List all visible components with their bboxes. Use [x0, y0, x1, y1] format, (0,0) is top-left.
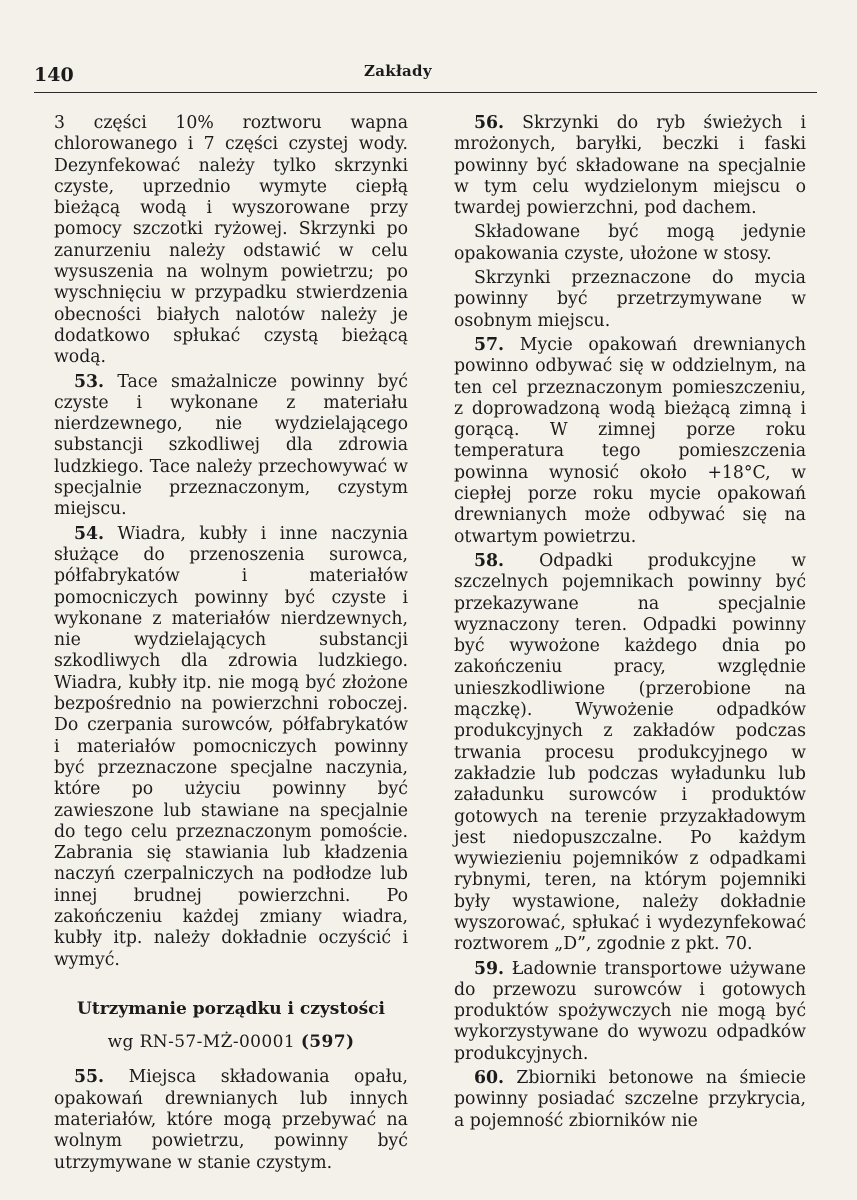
paragraph-number: 56. — [474, 113, 505, 133]
paragraph-number: 58. — [474, 550, 505, 571]
standard-code-number: (597) — [300, 1032, 355, 1053]
paragraph-number: 53. — [74, 371, 105, 392]
paragraph-text: Mycie opakowań drewnianych powinno odbywać się w oddzielnym, na ten cel przeznaczonym pomieszczeniu, z doprowadzoną wodą bieżącą zimną i gorącą. W zimnej porze roku temperatura tego pomieszczenia powinna wynosić około +18°C, w ciepłej porze roku mycie opakowań drewnianych może odbywać się na otwartym powietrzu. — [454, 334, 806, 547]
paragraph-58 — [454, 551, 806, 956]
paragraph-text: Wiadra, kubły i inne naczynia służące do przenoszenia surowca, półfabrykatów i materiałów pomocniczych powinny być czyste i wykonane z materiałów nierdzewnych, nie wydzielających substancji szkodliwych dla zdrowia ludzkiego. Wiadra, kubły itp. nie mogą być złożone bezpośrednio na powierzchni roboczej. Do czerpania surowców, półfabrykatów i materiałów pomocniczych powinny być przeznaczone specjalne naczynia, które po użyciu powinny być zawieszone lub stawiane na specjalnie do tego celu przeznaczonym pomoście. Zabrania się stawiania lub kładzenia naczyń czerpalniczych na podłodze lub innej brudnej powierzchni. Po zakończeniu każdej zmiany wiadra, kubły itp. należy dokładnie oczyścić i wymyć. — [54, 523, 408, 970]
paragraph-text: Odpadki produkcyjne w szczelnych pojemnikach powinny być przekazywane na specjalnie wyznaczony teren. Odpadki powinny być wywożone każdego dnia po zakończeniu pracy, względnie unieszkodliwione (przerobione na mączkę). Wywożenie odpadków produkcyjnych z zakładów podczas trwania procesu produkcyjnego w zakładzie lub podczas wyładunku lub załadunku surowców i produktów gotowych na terenie przyzakładowym jest niedopuszczalne. Po każdym wywiezieniu pojemników z odpadkami rybnymi, teren, na którym pojemniki były wystawione, należy dokładnie wyszorować, spłukać i wydezynfekować roztworem „D”, zgodnie z pkt. 70. — [454, 550, 807, 955]
paragraph-56-b: Składowane być mogą jedynie opakowania czyste, ułożone w stosy. — [454, 222, 806, 264]
paragraph-57 — [454, 335, 806, 548]
section-standard-code — [54, 1032, 408, 1053]
left-column — [54, 113, 408, 1177]
standard-code: wg RN-57-MŻ-00001 — [107, 1032, 296, 1053]
running-head: Zakłady — [364, 62, 432, 80]
paragraph-54 — [54, 524, 408, 971]
paragraph-text: Tace smażalnicze powinny być czyste i wykonane z materiału nierdzewnego, nie wydzielającego substancji szkodliwej dla zdrowia ludzkiego. Tace należy przechowywać w specjalnie przeznaczonym, czystym miejscu. — [54, 371, 408, 520]
right-column — [454, 113, 806, 1135]
paragraph-number: 59. — [474, 958, 505, 979]
page-number: 140 — [34, 64, 74, 86]
paragraph-53 — [54, 372, 408, 521]
paragraph-number: 57. — [474, 334, 505, 355]
paragraph-56 — [454, 113, 806, 219]
paragraph-60 — [454, 1068, 806, 1132]
section-heading: Utrzymanie porządku i czystości — [77, 998, 385, 1019]
paragraph-continuation: 3 części 10% roztworu wapna chlorowanego i 7 części czystej wody. Dezynfekować należy tylko skrzynki czyste, uprzednio wymyte ciepłą bieżącą wodą i wyszorowane przy pomocy szczotki ryżowej. Skrzynki po zanurzeniu należy odstawić w celu wysuszenia na wolnym powietrzu; po wyschnięciu w przypadku stwierdzenia obecności białych nalotów należy je dodatkowo spłukać czystą bieżącą wodą. — [54, 113, 408, 368]
paragraph-text: Miejsca składowania opału, opakowań drewnianych lub innych materiałów, które mogą przebywać na wolnym powietrzu, powinny być utrzymywane w stanie czystym. — [54, 1067, 408, 1173]
paragraph-number: 55. — [74, 1067, 105, 1088]
paragraph-number: 60. — [474, 1068, 505, 1089]
paragraph-text: Skrzynki do ryb świeżych i mrożonych, baryłki, beczki i faski powinny być składowane na specjalnie w tym celu wydzielonym miejscu o twardej powierzchni, pod dachem. — [454, 113, 806, 219]
page-header — [34, 62, 817, 93]
paragraph-text: Ładownie transportowe używane do przewozu surowców i gotowych produktów spożywczych nie mogą być wykorzystywane do wywozu odpadków produkcyjnych. — [454, 958, 806, 1064]
paragraph-56-c: Skrzynki przeznaczone do mycia powinny być przetrzymywane w osobnym miejscu. — [454, 268, 806, 331]
paragraph-59 — [454, 959, 806, 1065]
paragraph-number: 54. — [74, 523, 105, 544]
paragraph-text: Zbiorniki betonowe na śmiecie powinny posiadać szczelne przykrycia, a pojemność zbiorników nie — [454, 1068, 806, 1131]
paragraph-55 — [54, 1067, 408, 1173]
